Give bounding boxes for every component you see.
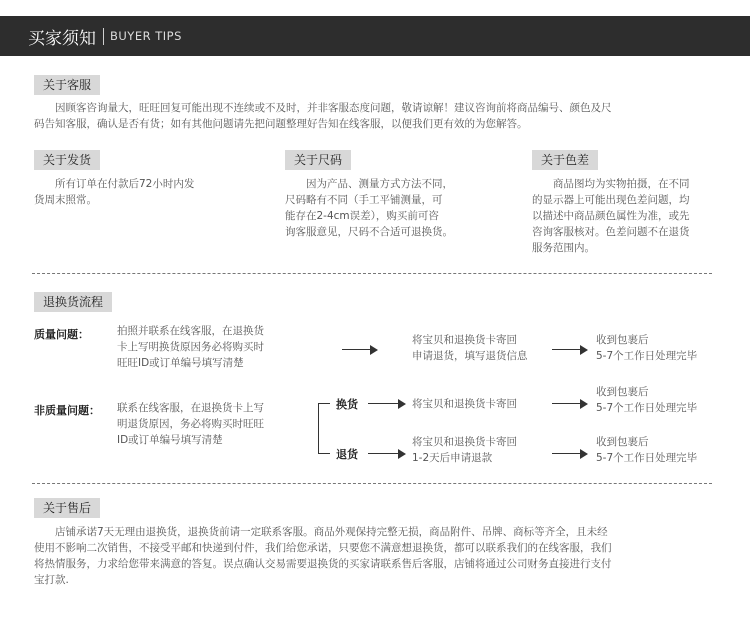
header-subtitle: BUYER TIPS [110, 29, 182, 43]
text-line: 询客服意见，尺码不合适可退换货。 [285, 226, 453, 238]
text-line: 5-7个工作日处理完毕 [596, 452, 698, 464]
exchange-step-process [596, 384, 718, 416]
size-label: 关于尺码 [285, 150, 351, 170]
exchange-label: 换货 [336, 398, 358, 411]
returns-label: 退换货流程 [34, 292, 112, 312]
text-line: 5-7个工作日处理完毕 [596, 350, 698, 362]
color-label: 关于色差 [532, 150, 598, 170]
arrow-head [370, 345, 378, 355]
arrow-shaft [552, 453, 582, 454]
refund-step-return [412, 434, 552, 466]
color-text [532, 176, 727, 256]
branch-connector [318, 404, 319, 454]
arrow-shaft [318, 453, 330, 454]
arrow-right-icon [368, 449, 408, 459]
arrow-shaft [342, 349, 372, 350]
size-text [285, 176, 490, 240]
customer-service-text [34, 100, 724, 132]
text-line: 将热情服务，力求给您带来满意的答复。误点确认交易需要退换货的买家请联系售后客服，店铺将通过公司财务直接进行支付 [34, 558, 612, 570]
text-line: 申请退货，填写退货信息 [412, 350, 528, 362]
arrow-head [398, 449, 406, 459]
text-line: 使用不影响二次销售，不接受平邮和快递到付件，我们给您承诺，只要您不满意想退换货，都可以联系我们的在线客服，我们 [34, 542, 612, 554]
text-line: 货周末照常。 [34, 194, 97, 206]
arrow-shaft [368, 403, 400, 404]
text-line: 1-2天后申请退款 [412, 452, 493, 464]
arrow-head [580, 345, 588, 355]
header-bar [0, 16, 750, 56]
header-title: 买家须知 [28, 29, 96, 49]
header-divider [103, 28, 104, 45]
arrow-head [398, 399, 406, 409]
arrow-shaft [318, 403, 330, 404]
text-line: 将宝贝和退换货卡寄回 [412, 398, 517, 410]
arrow-shaft [552, 349, 582, 350]
text-line: 以描述中商品颜色属性为准，或先 [532, 210, 690, 222]
arrow-head [580, 399, 588, 409]
quality-issue-title: 质量问题： [34, 328, 89, 341]
text-line: 将宝贝和退换货卡寄回 [412, 334, 517, 346]
arrow-right-icon [552, 345, 588, 355]
text-line: 卡上写明换货原因务必将购买时 [117, 341, 264, 353]
after-sales-label: 关于售后 [34, 498, 100, 518]
text-line: 因为产品、测量方式方法不同， [285, 178, 453, 190]
after-sales-text [34, 524, 724, 588]
shipping-label: 关于发货 [34, 150, 100, 170]
arrow-shaft [552, 403, 582, 404]
quality-issue-desc [117, 323, 307, 371]
text-line: 收到包裹后 [596, 386, 649, 398]
text-line: 收到包裹后 [596, 436, 649, 448]
text-line: 拍照并联系在线客服，在退换货 [117, 325, 264, 337]
text-line: ID或订单编号填写清楚 [117, 434, 223, 446]
arrow-right-icon [368, 399, 408, 409]
quality-step-process [596, 332, 718, 364]
non-quality-issue-desc [117, 400, 307, 448]
arrow-head [580, 449, 588, 459]
section-divider [32, 273, 712, 274]
text-line: 咨询客服核对。色差问题不在退货 [532, 226, 690, 238]
text-line: 商品图均为实物拍摄，在不同 [532, 178, 690, 190]
arrow-right-icon [342, 345, 378, 355]
text-line: 码告知客服，确认是否有货；如有其他问题请先把问题整理好告知在线客服，以便我们更有效的为您解答。 [34, 118, 528, 130]
text-line: 服务范围内。 [532, 242, 595, 254]
refund-step-process [596, 434, 718, 466]
text-line: 店铺承诺7天无理由退换货，退换货前请一定联系客服。商品外观保持完整无损，商品附件、吊牌、商标等齐全，且未经 [34, 526, 608, 538]
non-quality-issue-title: 非质量问题： [34, 404, 100, 417]
section-divider [32, 483, 712, 484]
branch-line [318, 399, 332, 409]
text-line: 因顾客咨询量大，旺旺回复可能出现不连续或不及时，并非客服态度问题，敬请谅解！建议咨询前将商品编号、颜色及尺 [34, 102, 612, 114]
text-line: 所有订单在付款后72小时内发 [34, 178, 195, 190]
arrow-right-icon [552, 399, 588, 409]
text-line: 宝打款. [34, 574, 69, 586]
branch-line [318, 449, 332, 459]
text-line: 能存在2-4cm误差），购买前可咨 [285, 210, 439, 222]
arrow-shaft [368, 453, 400, 454]
text-line: 旺旺ID或订单编号填写清楚 [117, 357, 244, 369]
text-line: 联系在线客服，在退换货卡上写 [117, 402, 264, 414]
text-line: 5-7个工作日处理完毕 [596, 402, 698, 414]
quality-step-return [412, 332, 552, 364]
shipping-text [34, 176, 234, 208]
text-line: 尺码略有不同（手工平铺测量，可 [285, 194, 443, 206]
refund-label: 退货 [336, 448, 358, 461]
exchange-step-return [412, 396, 552, 412]
text-line: 将宝贝和退换货卡寄回 [412, 436, 517, 448]
arrow-right-icon [552, 449, 588, 459]
text-line: 明退货原因，务必将购买时旺旺 [117, 418, 264, 430]
text-line: 收到包裹后 [596, 334, 649, 346]
text-line: 的显示器上可能出现色差问题，均 [532, 194, 690, 206]
customer-service-label: 关于客服 [34, 75, 100, 95]
